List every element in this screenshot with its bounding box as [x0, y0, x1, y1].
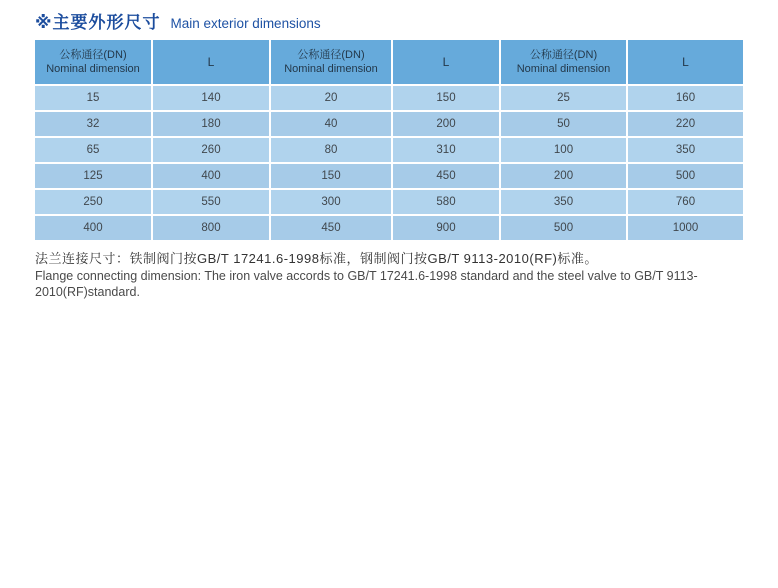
table-cell: 580: [392, 189, 500, 215]
col-header-dn-en: Nominal dimension: [516, 63, 611, 75]
table-cell: 250: [35, 189, 152, 215]
col-header-l: [392, 40, 500, 85]
table-cell: 350: [500, 189, 627, 215]
table-cell: 400: [35, 215, 152, 240]
footnote-en: Flange connecting dimension: The iron valve accords to GB/T 17241.6-1998 standard and the steel valve to GB/T 9113-2010(RF)standard.: [35, 269, 698, 299]
table-cell: 350: [627, 137, 743, 163]
table-cell: 25: [500, 85, 627, 111]
table-cell: 800: [152, 215, 270, 240]
table-cell: 200: [392, 111, 500, 137]
table-cell: 80: [270, 137, 392, 163]
page-title-en: Main exterior dimensions: [170, 16, 321, 31]
col-header-l-label: L: [207, 54, 215, 69]
table-cell: 100: [500, 137, 627, 163]
table-cell: 65: [35, 137, 152, 163]
table-cell: 150: [270, 163, 392, 189]
table-cell: 220: [627, 111, 743, 137]
col-header-dn-zh: 公称通径(DN): [529, 49, 598, 61]
col-header-l-label: L: [682, 54, 689, 69]
table-cell: 500: [500, 215, 627, 240]
table-cell: 550: [152, 189, 270, 215]
col-header-dn-zh: 公称通径(DN): [297, 49, 365, 61]
footnote: [35, 250, 755, 300]
table-row: [35, 189, 743, 215]
table-row: [35, 137, 743, 163]
table-header-row: [35, 40, 743, 85]
table-row: [35, 111, 743, 137]
col-header-dn: [35, 40, 152, 85]
table-cell: 450: [392, 163, 500, 189]
table-cell: 160: [627, 85, 743, 111]
table-cell: 140: [152, 85, 270, 111]
table-cell: 20: [270, 85, 392, 111]
col-header-l-label: L: [442, 54, 450, 69]
table-cell: 125: [35, 163, 152, 189]
col-header-dn: [500, 40, 627, 85]
table-cell: 450: [270, 215, 392, 240]
table-row: [35, 215, 743, 240]
table-row: [35, 163, 743, 189]
table-cell: 400: [152, 163, 270, 189]
table-cell: 500: [627, 163, 743, 189]
table-cell: 310: [392, 137, 500, 163]
dimensions-table: [35, 40, 743, 240]
table-cell: 150: [392, 85, 500, 111]
col-header-dn-zh: 公称通径(DN): [59, 49, 127, 61]
col-header-dn-en: Nominal dimension: [284, 63, 378, 75]
table-cell: 300: [270, 189, 392, 215]
table-cell: 50: [500, 111, 627, 137]
col-header-l: [627, 40, 743, 85]
col-header-dn-en: Nominal dimension: [46, 63, 140, 75]
table-cell: 260: [152, 137, 270, 163]
col-header-l: [152, 40, 270, 85]
table-cell: 200: [500, 163, 627, 189]
footnote-zh: 法兰连接尺寸：铁制阀门按GB/T 17241.6-1998标准，钢制阀门按GB/T 9113-2010(RF)标准。: [35, 251, 598, 266]
table-cell: 40: [270, 111, 392, 137]
col-header-dn: [270, 40, 392, 85]
page-title-zh: ※主要外形尺寸: [35, 13, 161, 32]
table-row: [35, 85, 743, 111]
table-cell: 32: [35, 111, 152, 137]
table-cell: 760: [627, 189, 743, 215]
table-cell: 15: [35, 85, 152, 111]
table-cell: 1000: [627, 215, 743, 240]
table-header: [35, 40, 743, 85]
page-title: [35, 8, 321, 33]
table-cell: 900: [392, 215, 500, 240]
table-cell: 180: [152, 111, 270, 137]
table-body: [35, 85, 743, 240]
